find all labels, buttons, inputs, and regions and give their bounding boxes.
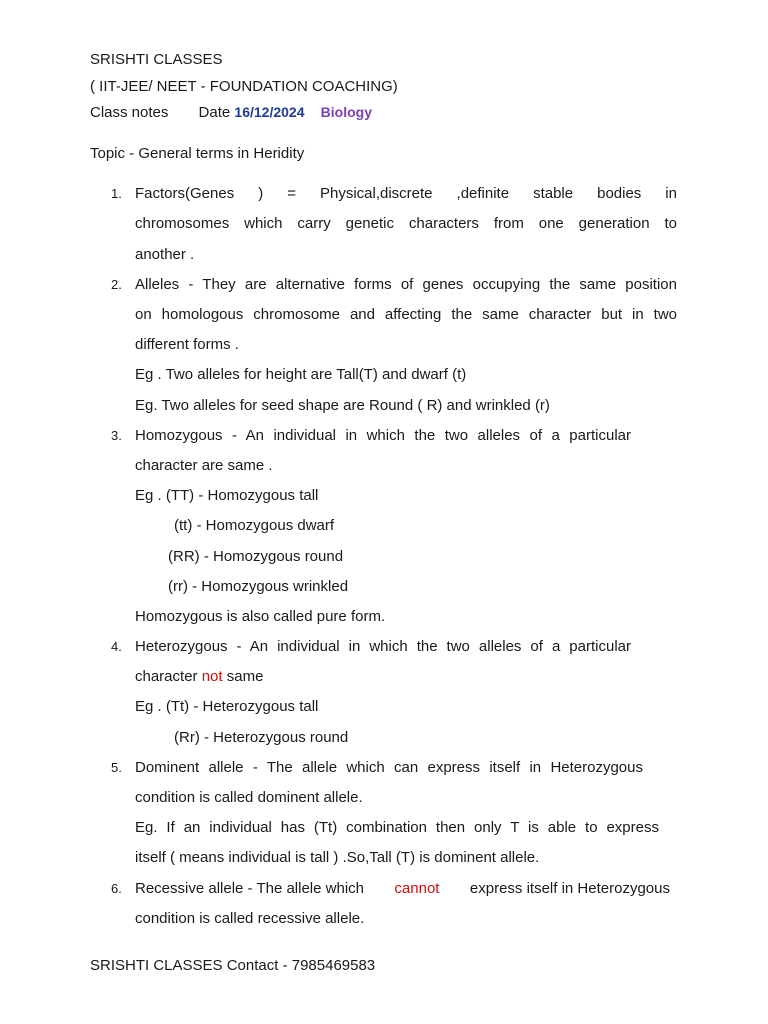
example-line: (rr) - Homozygous wrinkled <box>168 578 349 595</box>
subject-label: Biology <box>320 104 372 120</box>
list-item-line: Dominent allele - The allele which can express itself in Heterozygous <box>135 759 643 776</box>
topic-heading: Topic - General terms in Heridity <box>90 145 305 162</box>
example-line: Eg. If an individual has (Tt) combination then only T is able to express <box>135 819 659 836</box>
text-segment: Recessive allele - The allele which <box>135 880 364 897</box>
list-item-line <box>135 880 670 897</box>
list-item-line: condition is called dominent allele. <box>135 789 363 806</box>
list-item-line: Alleles - They are alternative forms of genes occupying the same position <box>135 276 677 293</box>
class-info-line <box>90 104 372 121</box>
item-number: 3. <box>111 428 122 443</box>
item-number: 2. <box>111 277 122 292</box>
example-line: Eg . (Tt) - Heterozygous tall <box>135 698 319 715</box>
example-line: Eg. Two alleles for seed shape are Round ( R) and wrinkled (r) <box>135 397 550 414</box>
highlighted-word: not <box>201 668 223 685</box>
footer-contact: SRISHTI CLASSES Contact - 7985469583 <box>90 957 376 974</box>
list-item-line: Heterozygous - An individual in which the two alleles of a particular <box>135 638 631 655</box>
example-line: (Rr) - Heterozygous round <box>174 729 349 746</box>
highlighted-word: cannot <box>394 880 440 897</box>
class-notes-label: Class notes <box>90 104 169 121</box>
list-item-line: condition is called recessive allele. <box>135 910 365 927</box>
list-item-line: Homozygous is also called pure form. <box>135 608 386 625</box>
institute-name: SRISHTI CLASSES <box>90 51 223 68</box>
example-line: itself ( means individual is tall ) .So,Tall (T) is dominent allele. <box>135 849 540 866</box>
text-segment: character <box>135 668 198 685</box>
list-item-line: different forms . <box>135 336 239 353</box>
list-item-line: another . <box>135 246 195 263</box>
list-item-line: chromosomes which carry genetic characters from one generation to <box>135 215 677 232</box>
item-number: 6. <box>111 881 122 896</box>
item-number: 1. <box>111 186 122 201</box>
item-number: 5. <box>111 760 122 775</box>
list-item-line: character are same . <box>135 457 273 474</box>
coaching-subtitle: ( IIT-JEE/ NEET - FOUNDATION COACHING) <box>90 78 398 95</box>
date-value: 16/12/2024 <box>234 104 305 120</box>
text-segment: same <box>226 668 264 685</box>
text-segment: express itself in Heterozygous <box>469 880 670 897</box>
item-number: 4. <box>111 639 122 654</box>
date-label: Date <box>198 104 231 121</box>
example-line: Eg . Two alleles for height are Tall(T) and dwarf (t) <box>135 366 467 383</box>
example-line: (RR) - Homozygous round <box>168 548 344 565</box>
example-line: (tt) - Homozygous dwarf <box>174 517 335 534</box>
list-item-line: Homozygous - An individual in which the two alleles of a particular <box>135 427 631 444</box>
list-item-line: Factors(Genes ) = Physical,discrete ,definite stable bodies in <box>135 185 677 202</box>
list-item-line: on homologous chromosome and affecting the same character but in two <box>135 306 677 323</box>
example-line: Eg . (TT) - Homozygous tall <box>135 487 319 504</box>
list-item-line <box>135 668 263 685</box>
